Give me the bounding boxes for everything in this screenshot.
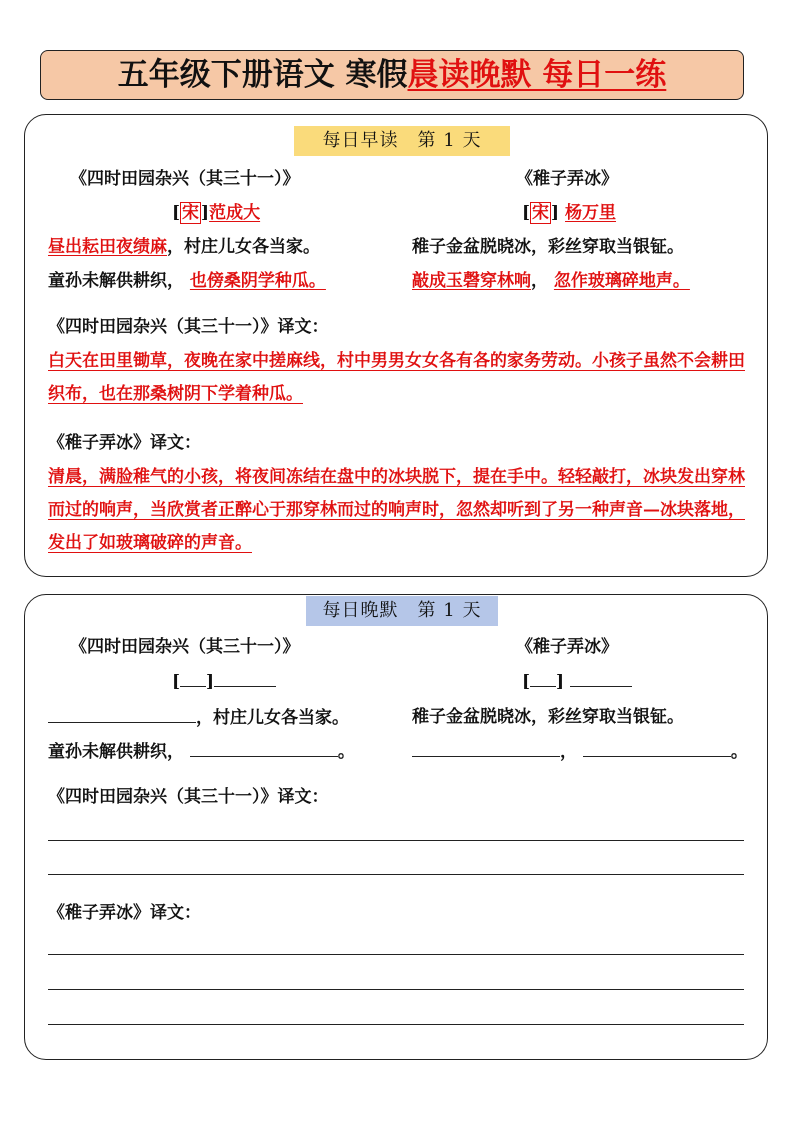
evening-poem1-line1[interactable]: ，村庄儿女各当家。: [48, 706, 349, 729]
writing-line[interactable]: [48, 874, 744, 875]
poem1-author-blank[interactable]: [ ]: [172, 670, 276, 693]
evening-poem1-title: 《四时田园杂兴（其三十一）》: [70, 637, 300, 657]
trans2-text: 清晨，满脸稚气的小孩，将夜间冻结在盘中的冰块脱下，提在手中。轻轻敲打，冰块发出穿林而过的响声，当欣赏者正醉心于那穿林而过的响声时，忽然却听到了另一种声音—冰块落地，发出了如玻璃破碎的声音。: [48, 467, 745, 553]
poem1-title: 《四时田园杂兴（其三十一）》: [70, 169, 300, 189]
writing-line[interactable]: [48, 840, 744, 841]
evening-poem1-line2[interactable]: 童孙未解供耕织， 。: [48, 742, 355, 762]
trans1-text: 白天在田里锄草，夜晚在家中搓麻线，村中男男女女各有各的家务劳动。小孩子虽然不会耕田织布，也在那桑树阴下学着种瓜。: [48, 351, 745, 404]
writing-line[interactable]: [48, 989, 744, 990]
morning-header: 每日早读 第 1 天: [294, 126, 510, 156]
poem1-line1: 昼出耘田夜绩麻，村庄儿女各当家。: [48, 237, 320, 257]
evening-trans2-label: 《稚子弄冰》译文：: [48, 903, 201, 923]
poem1-author: [ 宋 ]范成大: [172, 203, 261, 223]
evening-poem2-title: 《稚子弄冰》: [516, 637, 618, 657]
evening-header: 每日晚默 第 1 天: [306, 596, 498, 626]
poem2-line1: 稚子金盆脱晓冰，彩丝穿取当银钲。: [412, 237, 684, 257]
writing-line[interactable]: [48, 954, 744, 955]
evening-dictation-box: [24, 594, 768, 1060]
poem2-author: [ 宋 ] 杨万里: [522, 203, 617, 223]
poem1-line2: 童孙未解供耕织， 也傍桑阴学种瓜。: [48, 271, 326, 291]
evening-trans1-label: 《四时田园杂兴（其三十一）》译文：: [48, 787, 329, 807]
trans1-label: 《四时田园杂兴（其三十一）》译文：: [48, 317, 329, 337]
page-title: 五年级下册语文 寒假晨读晚默 每日一练: [40, 50, 744, 100]
trans2-label: 《稚子弄冰》译文：: [48, 433, 201, 453]
poem2-line2: 敲成玉磬穿林响， 忽作玻璃碎地声。: [412, 271, 690, 291]
evening-poem2-line1: 稚子金盆脱晓冰，彩丝穿取当银钲。: [412, 707, 684, 727]
evening-poem2-line2[interactable]: ， 。: [412, 740, 748, 763]
writing-line[interactable]: [48, 1024, 744, 1025]
poem2-author-blank[interactable]: [ ]: [522, 670, 632, 693]
poem2-title: 《稚子弄冰》: [516, 169, 618, 189]
